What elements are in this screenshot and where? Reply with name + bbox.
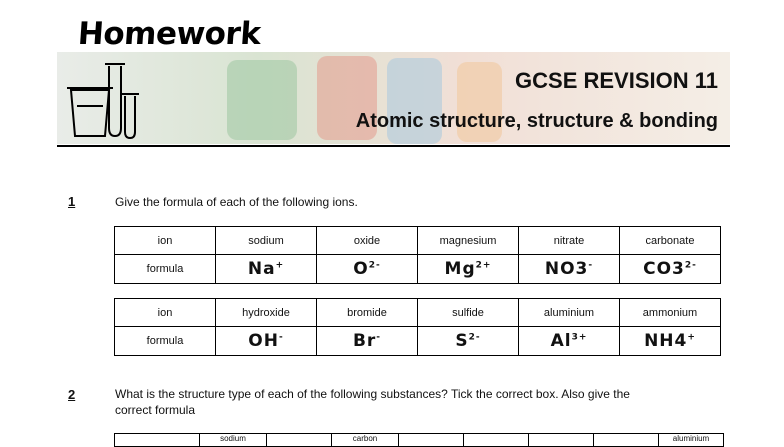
answer-cell[interactable]	[519, 255, 620, 284]
lab-glassware-icon	[65, 58, 143, 140]
handwritten-answer: NH4+	[644, 331, 696, 351]
table-cell: carbonate	[620, 227, 721, 255]
answer-cell[interactable]	[317, 255, 418, 284]
table-cell: carbon	[332, 434, 399, 447]
handwritten-answer: NO3-	[544, 259, 594, 279]
question-2-text-line-2: correct formula	[115, 403, 196, 417]
table-cell: sodium	[200, 434, 267, 447]
table-cell: hydroxide	[216, 299, 317, 327]
question-1-text: Give the formula of each of the following ions.	[115, 195, 358, 209]
handwritten-answer: Br-	[352, 331, 382, 351]
answer-cell[interactable]	[216, 327, 317, 356]
handwritten-answer: $Al^{3+}$	[550, 331, 588, 351]
question-2-number: 2	[68, 387, 76, 402]
handwritten-answer: $Mg^{2+}$	[444, 259, 492, 279]
table-cell	[529, 434, 594, 447]
handwritten-answer: OH-	[248, 331, 284, 351]
handwritten-answer: Na+	[247, 259, 285, 279]
table-cell: ion	[115, 299, 216, 327]
structure-table-partial	[114, 433, 724, 447]
row-label: formula	[115, 255, 216, 284]
structure-table-header-row	[115, 434, 724, 447]
table-cell: sulfide	[418, 299, 519, 327]
handwritten-answer: $O^{2-}$	[353, 259, 381, 279]
answer-cell[interactable]	[620, 255, 721, 284]
homework-handwritten-label: Homework	[76, 16, 262, 52]
ions-table-2-header-row	[115, 299, 721, 327]
table-cell: ion	[115, 227, 216, 255]
question-1-number: 1	[68, 194, 76, 209]
answer-cell[interactable]	[317, 327, 418, 356]
handwritten-answer: $CO3^{2-}$	[643, 259, 697, 279]
answer-cell[interactable]	[519, 327, 620, 356]
table-cell	[115, 434, 200, 447]
ions-table-2-formula-row	[115, 327, 721, 356]
table-cell: bromide	[317, 299, 418, 327]
question-2-text-line-1: What is the structure type of each of the following substances? Tick the correct box. Also give the	[115, 387, 630, 401]
page-title: GCSE REVISION 11	[515, 68, 718, 93]
ions-table-1-header-row	[115, 227, 721, 255]
ions-table-2	[114, 298, 721, 356]
handwritten-answer: $S^{2-}$	[455, 331, 481, 351]
table-cell	[267, 434, 332, 447]
table-cell: oxide	[317, 227, 418, 255]
table-cell: sodium	[216, 227, 317, 255]
table-cell	[464, 434, 529, 447]
row-label: formula	[115, 327, 216, 356]
table-cell: aluminium	[519, 299, 620, 327]
table-cell: magnesium	[418, 227, 519, 255]
table-cell	[594, 434, 659, 447]
page-subtitle: Atomic structure, structure & bonding	[355, 110, 718, 132]
answer-cell[interactable]	[418, 327, 519, 356]
table-cell: nitrate	[519, 227, 620, 255]
header-divider	[57, 145, 730, 147]
answer-cell[interactable]	[620, 327, 721, 356]
ions-table-1-formula-row	[115, 255, 721, 284]
ions-table-1	[114, 226, 721, 284]
table-cell: ammonium	[620, 299, 721, 327]
table-cell	[399, 434, 464, 447]
header-banner	[57, 52, 730, 144]
table-cell: aluminium	[659, 434, 724, 447]
answer-cell[interactable]	[418, 255, 519, 284]
answer-cell[interactable]	[216, 255, 317, 284]
